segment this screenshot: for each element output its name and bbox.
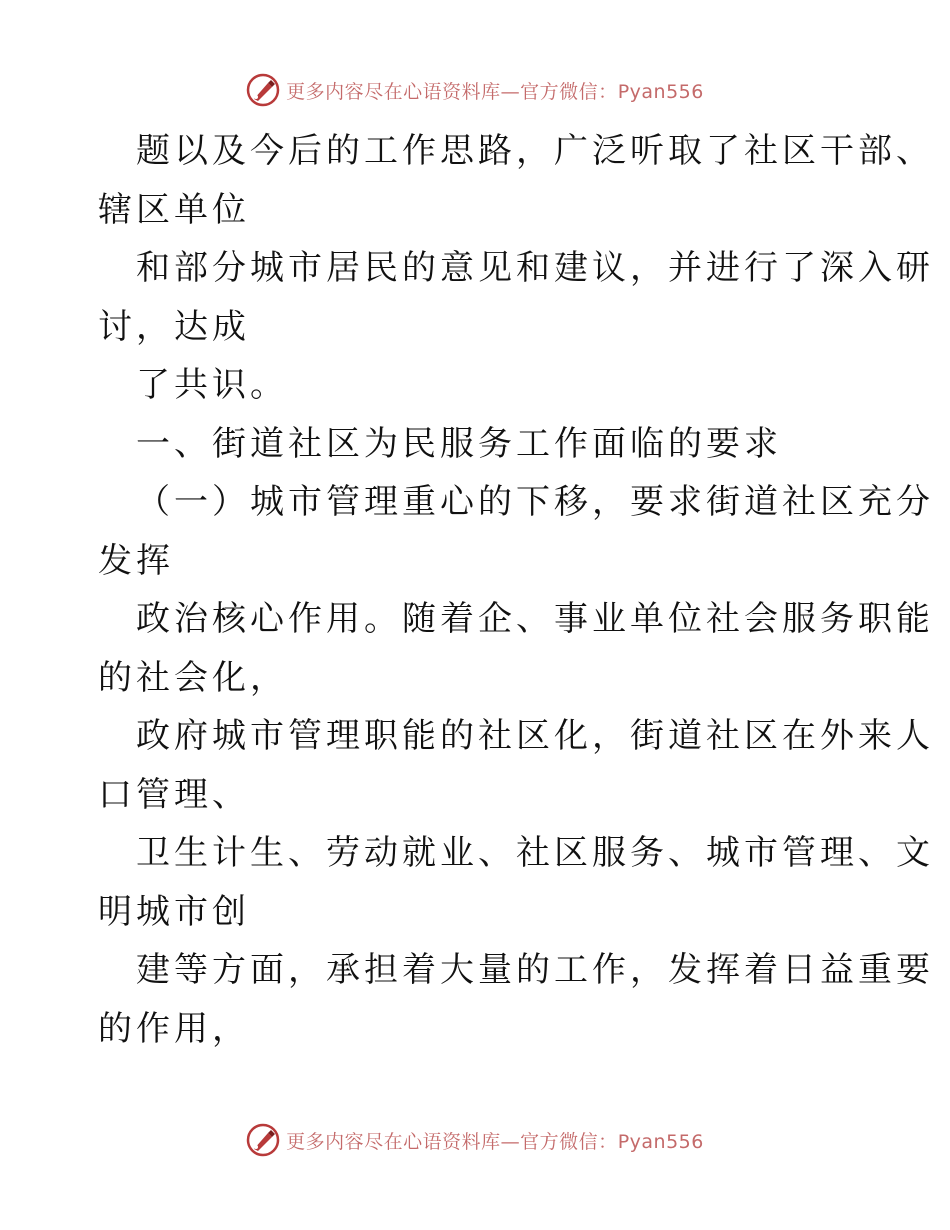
text-line: 了共识。 <box>136 365 288 405</box>
section-heading: 一、街道社区为民服务工作面临的要求 <box>136 423 782 464</box>
watermark-text <box>286 1127 704 1154</box>
text-line: 政治核心作用。随着企、事业单位社会服务职能 <box>136 599 934 639</box>
watermark-contact: Pyan556 <box>617 1130 704 1153</box>
text-line: 卫生计生、劳动就业、社区服务、城市管理、文 <box>136 833 934 873</box>
watermark-separator: — <box>500 80 521 103</box>
text-line: 讨，达成 <box>98 306 250 347</box>
text-line: 题以及今后的工作思路，广泛听取了社区干部、 <box>136 131 934 171</box>
watermark-contact: Pyan556 <box>617 80 704 103</box>
watermark-main: 更多内容尽在心语资料库 <box>286 1130 501 1153</box>
footer-watermark <box>0 1120 950 1160</box>
text-line: 辖区单位 <box>98 189 250 230</box>
watermark-label: 官方微信： <box>520 80 618 103</box>
pen-logo-icon <box>246 1123 280 1157</box>
pen-logo-icon <box>246 73 280 107</box>
watermark-text <box>286 77 704 104</box>
document-body <box>98 122 934 1058</box>
text-line: 政府城市管理职能的社区化，街道社区在外来人 <box>136 716 934 756</box>
text-line: 明城市创 <box>98 891 250 932</box>
text-line: 发挥 <box>98 540 174 581</box>
text-line: 口管理、 <box>98 774 250 815</box>
text-line: 的作用， <box>98 1008 250 1049</box>
text-line: 的社会化， <box>98 657 288 698</box>
header-watermark <box>0 70 950 110</box>
text-line: 和部分城市居民的意见和建议，并进行了深入研 <box>136 248 934 288</box>
watermark-label: 官方微信： <box>520 1130 618 1153</box>
watermark-main: 更多内容尽在心语资料库 <box>286 80 501 103</box>
watermark-separator: — <box>500 1130 521 1153</box>
subsection-heading: （一）城市管理重心的下移，要求街道社区充分 <box>136 482 934 522</box>
text-line: 建等方面，承担着大量的工作，发挥着日益重要 <box>136 950 934 990</box>
